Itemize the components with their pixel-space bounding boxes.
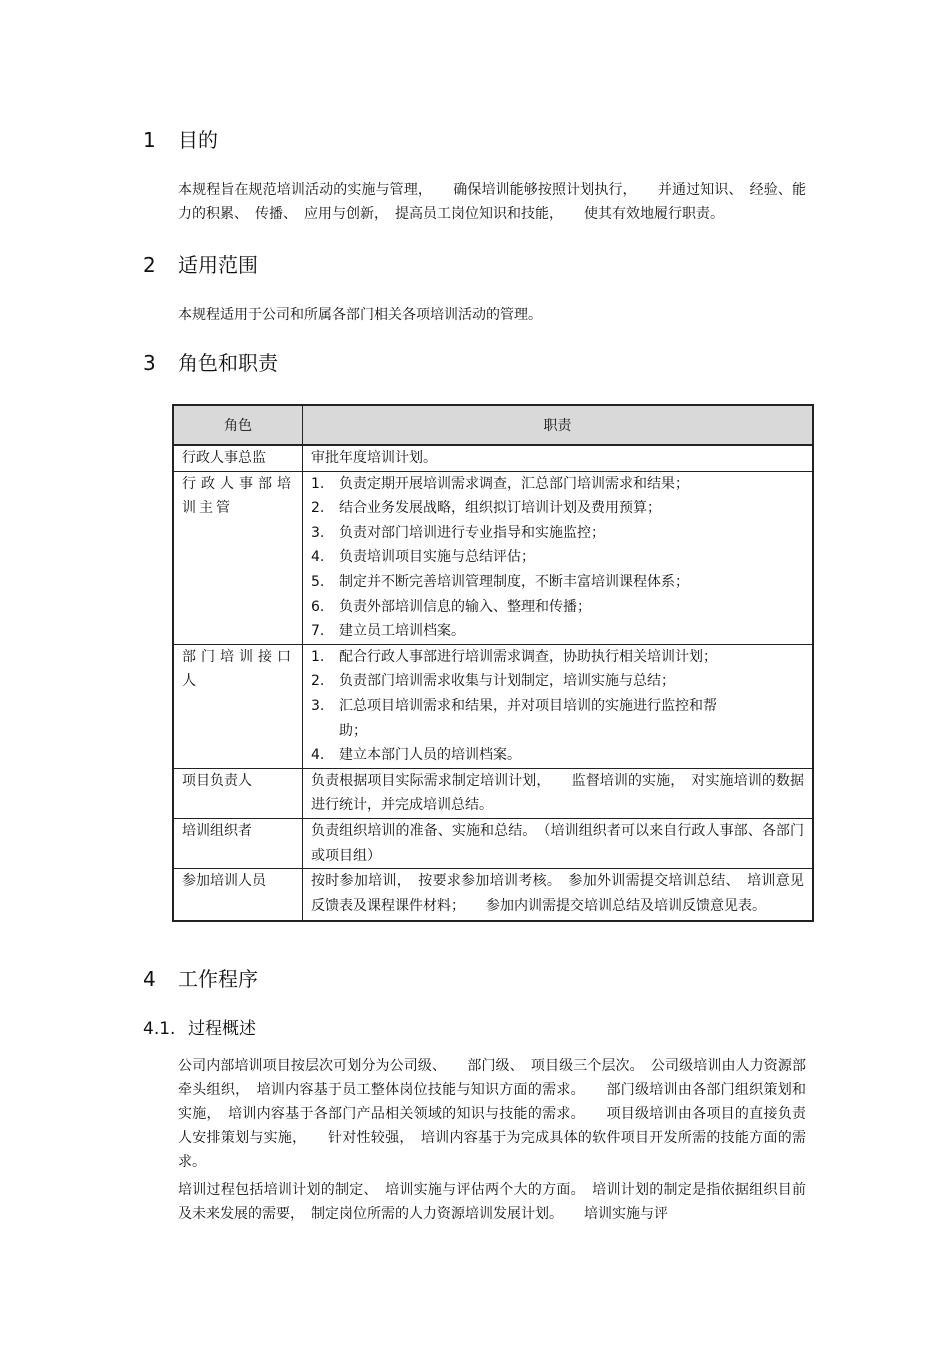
overview-paragraph-2: 培训过程包括培训计划的制定、 培训实施与评估两个大的方面。 培训计划的制定是指依据组织目前及未来发展的需要， 制定岗位所需的人力资源培训发展计划。 培训实施与评 bbox=[178, 1182, 806, 1222]
list-item: 5. 制定并不断完善培训管理制度，不断丰富培训课程体系； bbox=[311, 573, 689, 590]
role-cell: 参加培训人员 bbox=[173, 869, 303, 922]
section-number: 3 bbox=[143, 351, 156, 375]
list-item: 3. 汇总项目培训需求和结果，并对项目培训的实施进行监控和帮助； bbox=[311, 697, 717, 739]
duty-list bbox=[311, 472, 804, 644]
list-item: 1. 配合行政人事部进行培训需求调查，协助执行相关培训计划； bbox=[311, 648, 717, 665]
section-title: 工作程序 bbox=[178, 967, 258, 991]
duty-cell: 按时参加培训， 按要求参加培训考核。 参加外训需提交培训总结、 培训意见反馈表及课程课件材料； 参加内训需提交培训总结及培训反馈意见表。 bbox=[303, 869, 814, 922]
role-cell: 行政人事总监 bbox=[173, 445, 303, 471]
list-item: 3. 负责对部门培训进行专业指导和实施监控； bbox=[311, 524, 605, 541]
table-row bbox=[173, 471, 813, 644]
list-item: 1. 负责定期开展培训需求调查，汇总部门培训需求和结果； bbox=[311, 475, 689, 492]
subsection-heading-overview bbox=[143, 1017, 256, 1041]
header-role: 角色 bbox=[173, 405, 303, 445]
section-title: 适用范围 bbox=[178, 253, 258, 277]
table-row bbox=[173, 768, 813, 818]
list-item: 6. 负责外部培训信息的输入、整理和传播； bbox=[311, 598, 591, 615]
duty-cell bbox=[303, 471, 814, 644]
duty-cell: 负责根据项目实际需求制定培训计划， 监督培训的实施， 对实施培训的数据进行统计，并完成培训总结。 bbox=[303, 768, 814, 818]
subsection-number: 4.1. bbox=[143, 1019, 176, 1039]
section-number: 1 bbox=[143, 128, 156, 152]
list-item: 2. 结合业务发展战略，组织拟订培训计划及费用预算； bbox=[311, 500, 661, 517]
section-heading-roles bbox=[143, 349, 278, 377]
role-cell: 行政人事部培训主管 bbox=[173, 471, 303, 644]
table-row bbox=[173, 445, 813, 471]
purpose-paragraph: 本规程旨在规范培训活动的实施与管理， 确保培训能够按照计划执行， 并通过知识、 经验、能力的积累、 传播、 应用与创新， 提高员工岗位知识和技能， 使其有效地履行职责。 bbox=[178, 182, 806, 222]
role-cell: 部门培训接口人 bbox=[173, 644, 303, 768]
section-heading-purpose bbox=[143, 126, 218, 154]
subsection-title: 过程概述 bbox=[188, 1019, 256, 1039]
role-cell: 培训组织者 bbox=[173, 818, 303, 868]
duty-cell: 负责组织培训的准备、实施和总结。 （培训组织者可以来自行政人事部、各部门或项目组） bbox=[303, 818, 814, 868]
list-item: 7. 建立员工培训档案。 bbox=[311, 623, 465, 640]
duty-cell bbox=[303, 644, 814, 768]
table-row bbox=[173, 644, 813, 768]
duty-list bbox=[311, 645, 804, 768]
list-item: 2. 负责部门培训需求收集与计划制定，培训实施与总结； bbox=[311, 673, 675, 690]
table-row bbox=[173, 818, 813, 868]
role-cell: 项目负责人 bbox=[173, 768, 303, 818]
scope-paragraph: 本规程适用于公司和所属各部门相关各项培训活动的管理。 bbox=[178, 307, 542, 323]
list-item: 4. 建立本部门人员的培训档案。 bbox=[311, 747, 521, 764]
section-heading-scope bbox=[143, 251, 258, 279]
header-duty: 职责 bbox=[303, 405, 814, 445]
section-title: 目的 bbox=[178, 128, 218, 152]
list-item: 4. 负责培训项目实施与总结评估； bbox=[311, 549, 535, 566]
roles-table bbox=[172, 404, 814, 922]
section-title: 角色和职责 bbox=[178, 351, 278, 375]
section-number: 2 bbox=[143, 253, 156, 277]
duty-cell: 审批年度培训计划。 bbox=[303, 445, 814, 471]
section-heading-procedure bbox=[143, 965, 258, 993]
section-number: 4 bbox=[143, 967, 156, 991]
table-header-row bbox=[173, 405, 813, 445]
table-row bbox=[173, 869, 813, 922]
overview-paragraph-1: 公司内部培训项目按层次可划分为公司级、 部门级、 项目级三个层次。 公司级培训由人力资源部牵头组织， 培训内容基于员工整体岗位技能与知识方面的需求。 部门级培训由各部门组织策划和实施， 培训内容基于各部门产品相关领域的知识与技能的需求。 项目级培训由各项目的直接负责人安排策划与实施， 针对性较强， 培训内容基于为完成具体的软件项目开发所需的技能方面的需求。 bbox=[178, 1058, 806, 1170]
